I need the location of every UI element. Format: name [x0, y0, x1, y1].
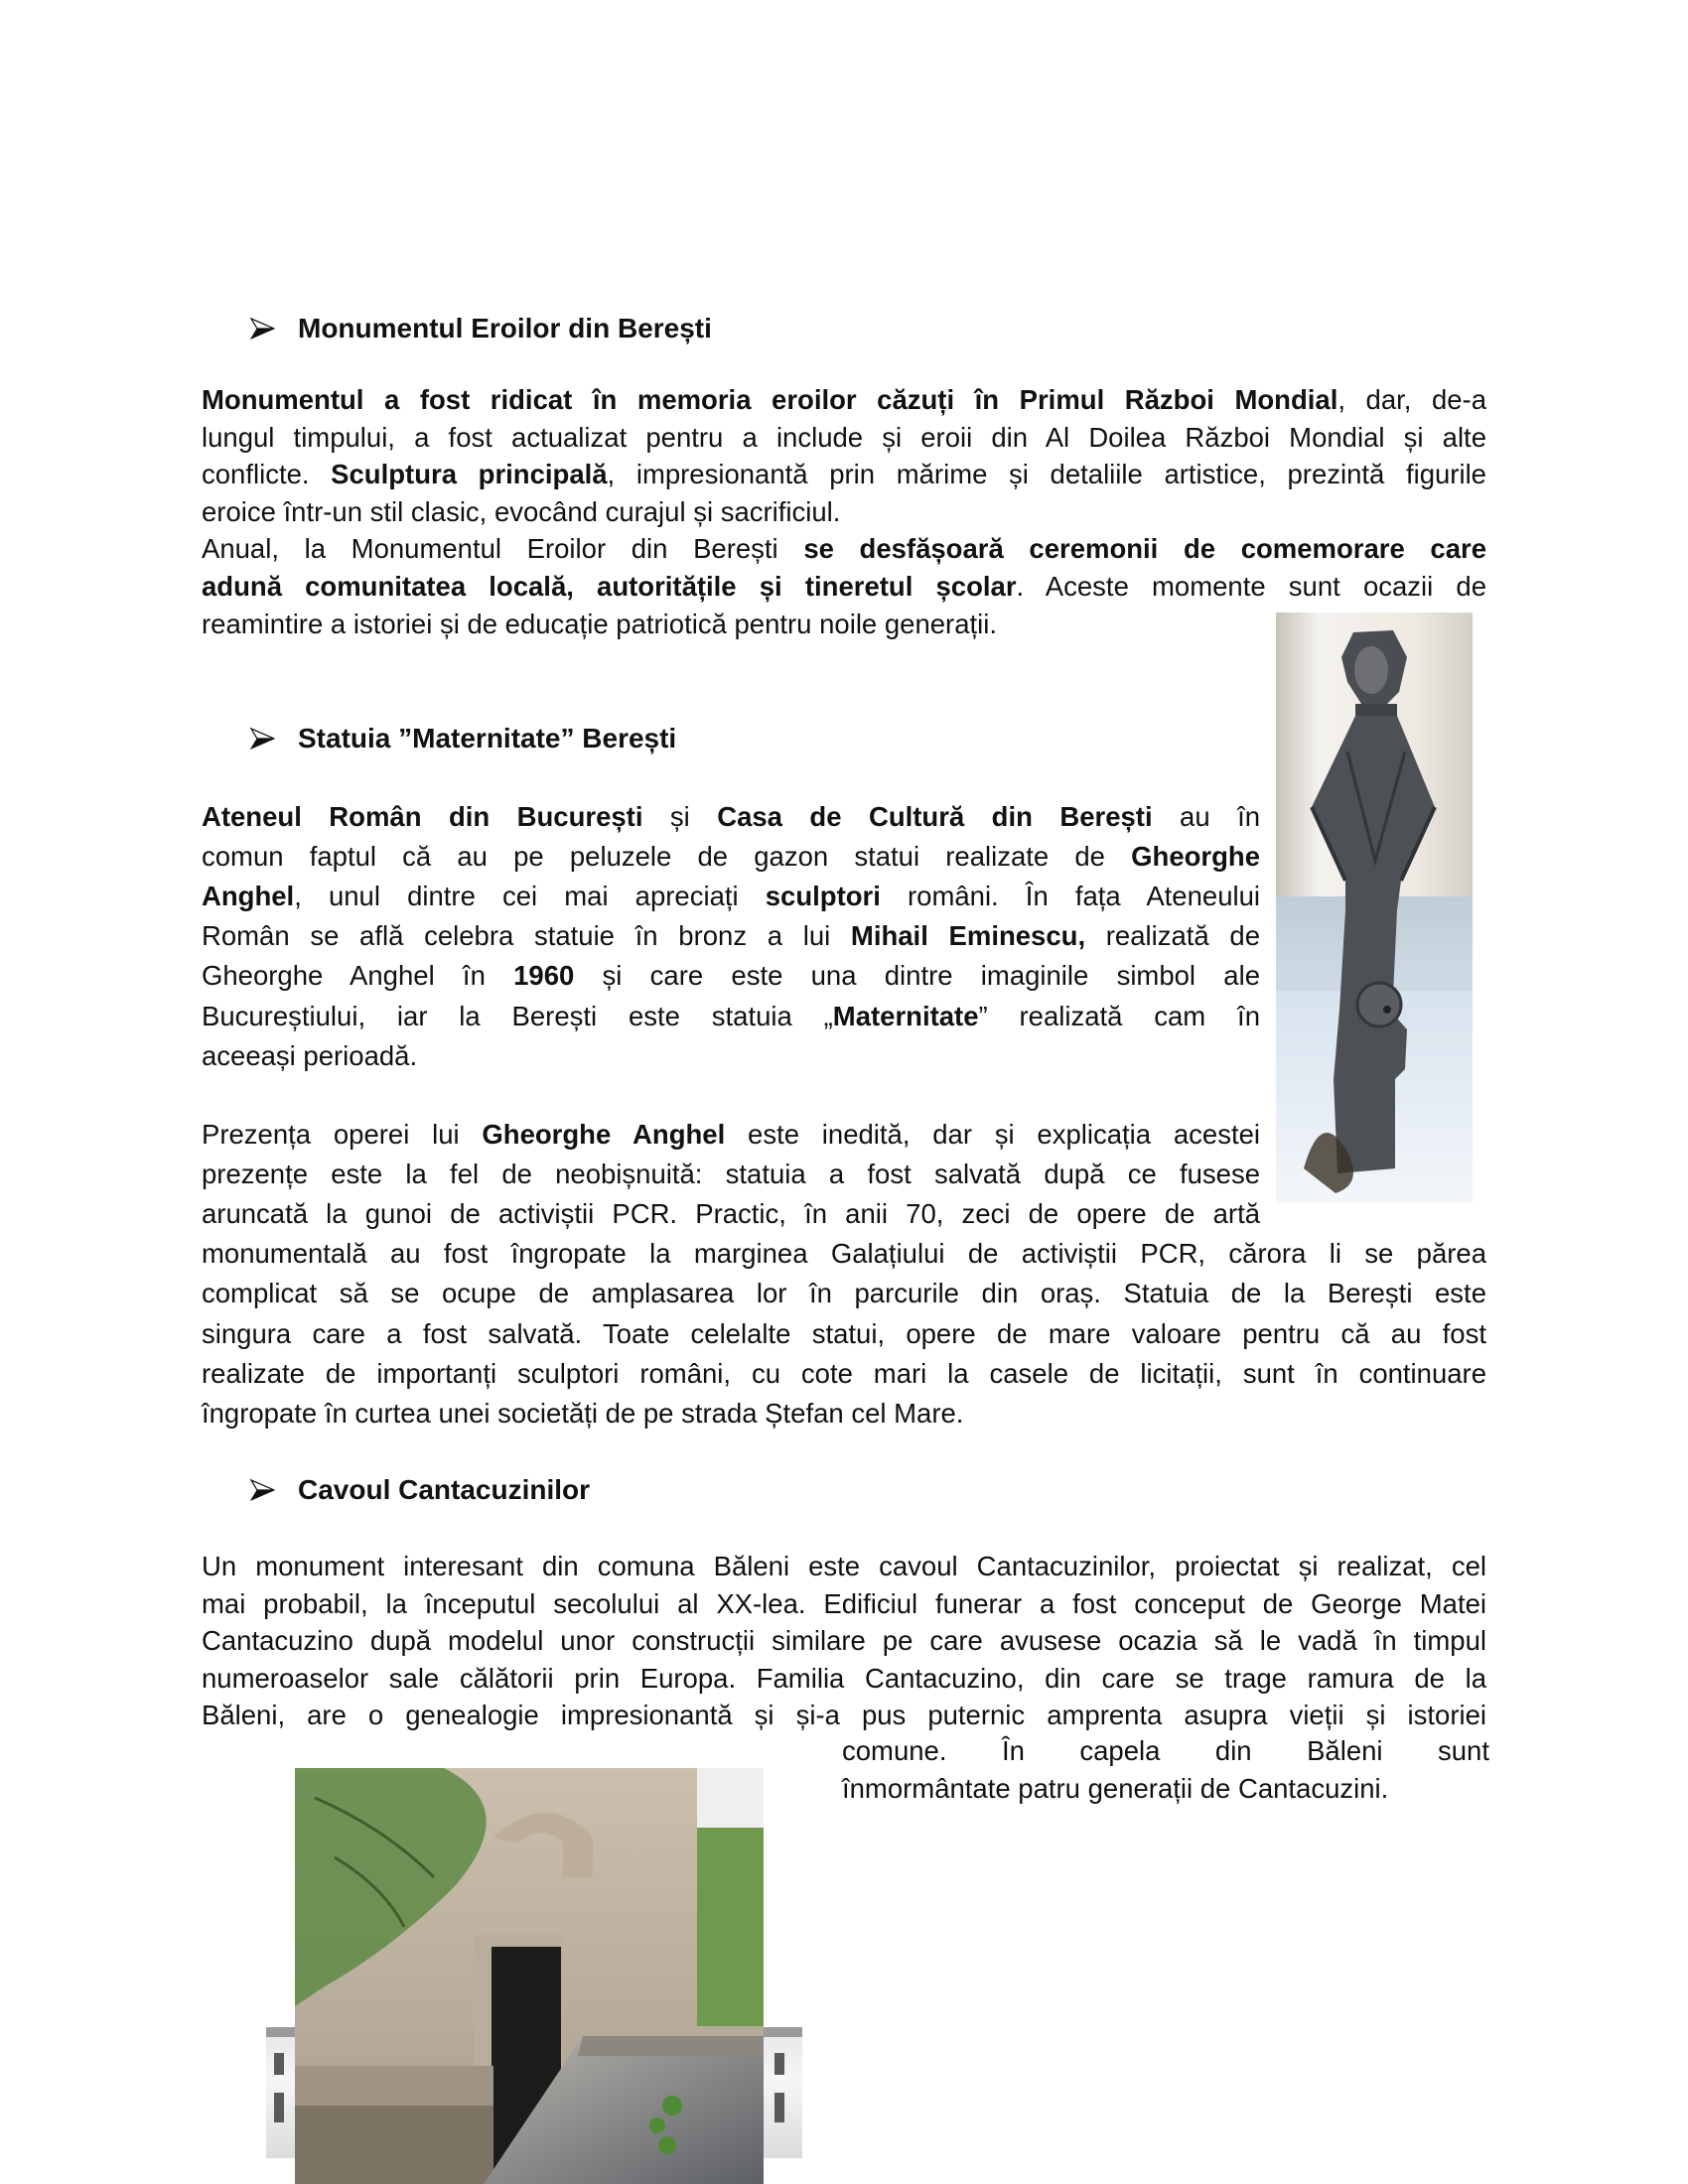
text-line [202, 838, 1260, 876]
text-run: , unul dintre cei mai apreciați [294, 881, 766, 912]
text-run: realizate de importanți sculptori români, cu cote mari la casele de licitații, sunt în continuare [202, 1357, 1486, 1389]
text-run: români. În fața Ateneului [880, 881, 1260, 912]
bold-run: adună comunitatea locală, autoritățile și tineretul școlar [202, 571, 1017, 602]
text-line [202, 530, 1486, 568]
text-line [202, 917, 1260, 955]
text-line [202, 1697, 1486, 1734]
text-run: lungul timpului, a fost actualizat pentru a include și eroii din Al Doilea Război Mondial și alte [202, 421, 1486, 453]
bold-run: Casa de Cultură din Berești [717, 801, 1153, 832]
text-line [202, 381, 1486, 419]
bold-run: Gheorghe [1131, 841, 1260, 873]
text-run: Român se află celebra statuie în bronz a lui [202, 920, 851, 952]
text-run: Un monument interesant din comuna Băleni este cavoul Cantacuzinilor, proiectat și realizat, cel [202, 1551, 1486, 1581]
text-run: , impresionantă prin mărime și detaliile artistice, prezintă figurile [607, 459, 1486, 490]
text-line [202, 1395, 1486, 1433]
text-line [202, 1355, 1486, 1393]
text-line [202, 493, 1486, 531]
text-run: monumentală au fost îngropate la marginea Galațiului de activiștii PCR, cărora li se părea [202, 1238, 1486, 1270]
text-line [202, 1195, 1260, 1233]
text-run: prezențe este la fel de neobișnuită: statuia a fost salvată după ce fusese [202, 1159, 1260, 1190]
bold-run: Anghel [202, 881, 295, 912]
heading-text: Monumentul Eroilor din Berești [298, 313, 712, 343]
text-line [202, 1548, 1486, 1585]
bold-run: Mihail Eminescu, [850, 920, 1086, 952]
crypt-scene-icon [295, 1768, 764, 2184]
text-line [202, 1622, 1486, 1660]
text-line [202, 568, 1486, 606]
text-run: complicat să se ocupe de amplasarea lor în parcurile din oraș. Statuia de la Berești este [202, 1278, 1486, 1309]
text-line [202, 957, 1260, 995]
bold-run: Sculptura principală [331, 459, 608, 490]
section-heading-cavou [298, 1473, 590, 1507]
heading-text: Statuia ”Maternitate” Berești [298, 723, 677, 753]
text-line [202, 878, 1260, 915]
text-line [842, 1732, 1489, 1770]
text-run: , dar, de-a [1337, 384, 1486, 415]
text-run: Băleni, are o genealogie impresionantă și și-a pus puternic amprenta asupra vieții și istoriei [202, 1700, 1486, 1731]
text-run: este inedită, dar și explicația acestei [725, 1119, 1260, 1150]
section-heading-monument [298, 312, 712, 345]
text-run: și care este una dintre imaginile simbol ale [574, 960, 1260, 992]
text-line [202, 1275, 1486, 1312]
text-run: conflicte. [202, 459, 332, 490]
text-line [202, 798, 1260, 836]
text-run: singura care a fost salvată. Toate celelalte statui, opere de mare valoare pentru că au fost [202, 1317, 1486, 1349]
window [774, 2093, 784, 2122]
text-run: comun faptul că au pe peluzele de gazon statui realizate de [202, 841, 1132, 873]
statue-maternitate-photo [1276, 613, 1473, 1203]
window [274, 2053, 284, 2075]
window [774, 2053, 784, 2075]
text-run: au în [1152, 801, 1261, 832]
text-line [202, 419, 1486, 457]
bold-run: sculptori [765, 881, 881, 912]
bold-run: Ateneul Român din București [202, 801, 643, 832]
text-line [842, 1770, 1489, 1808]
text-line [202, 1235, 1486, 1273]
statue-figure-icon [1276, 613, 1473, 1203]
text-run: . Aceste momente sunt ocazii de [1016, 571, 1486, 602]
text-run: Prezența operei lui [202, 1119, 483, 1150]
text-run: Bucureștiului, iar la Berești este statuia „ [202, 1000, 833, 1031]
text-line [202, 998, 1260, 1035]
text-run: Anual, la Monumentul Eroilor din Berești [202, 533, 804, 565]
text-line [202, 1037, 1260, 1075]
text-run: reamintire a istoriei și de educație patriotică pentru noile generații. [202, 608, 997, 639]
text-line [202, 1156, 1260, 1193]
section-heading-maternitate [298, 722, 676, 755]
bold-run: Maternitate [832, 1000, 979, 1031]
text-run: Gheorghe Anghel în [202, 960, 514, 992]
text-line [202, 1660, 1486, 1698]
text-run: îngropate în curtea unei societăți de pe strada Ștefan cel Mare. [202, 1397, 964, 1429]
text-run: și [642, 801, 718, 832]
text-run: realizată de [1085, 920, 1260, 952]
text-run: mai probabil, la începutul secolului al XX-lea. Edificiul funerar a fost conceput de George Matei [202, 1587, 1486, 1619]
text-run: comune. În capela din Băleni sunt [842, 1735, 1489, 1766]
text-run: numeroaselor sale călătorii prin Europa. Familia Cantacuzino, din care se trage ramura de la [202, 1662, 1486, 1694]
text-run: eroice într-un stil clasic, evocând curajul și sacrificiul. [202, 495, 841, 527]
text-line [202, 1585, 1486, 1623]
bold-run: Gheorghe Anghel [482, 1119, 726, 1150]
text-run: ” realizată cam în [978, 1000, 1260, 1031]
text-run: aceeași perioadă. [202, 1039, 418, 1071]
text-run: înmormântate patru generații de Cantacuzini. [842, 1772, 1389, 1804]
arrowhead-bullet-icon [248, 312, 276, 345]
heading-text: Cavoul Cantacuzinilor [298, 1474, 591, 1505]
cantacuzino-crypt-photo [295, 1768, 764, 2184]
text-line [202, 456, 1486, 493]
text-run: aruncată la gunoi de activiștii PCR. Practic, în anii 70, zeci de opere de artă [202, 1198, 1260, 1230]
window [274, 2093, 284, 2122]
text-line [202, 1116, 1260, 1154]
text-line [202, 1315, 1486, 1353]
text-run: Cantacuzino după modelul unor construcții similare pe care avusese ocazia să le vadă în timpul [202, 1625, 1486, 1657]
bold-run: Monumentul a fost ridicat în memoria eroilor căzuți în Primul Război Mondial [202, 384, 1338, 415]
arrowhead-bullet-icon [248, 722, 276, 755]
bold-run: se desfășoară ceremonii de comemorare care [803, 533, 1486, 565]
bold-run: 1960 [513, 960, 575, 992]
arrowhead-bullet-icon [248, 1473, 276, 1507]
